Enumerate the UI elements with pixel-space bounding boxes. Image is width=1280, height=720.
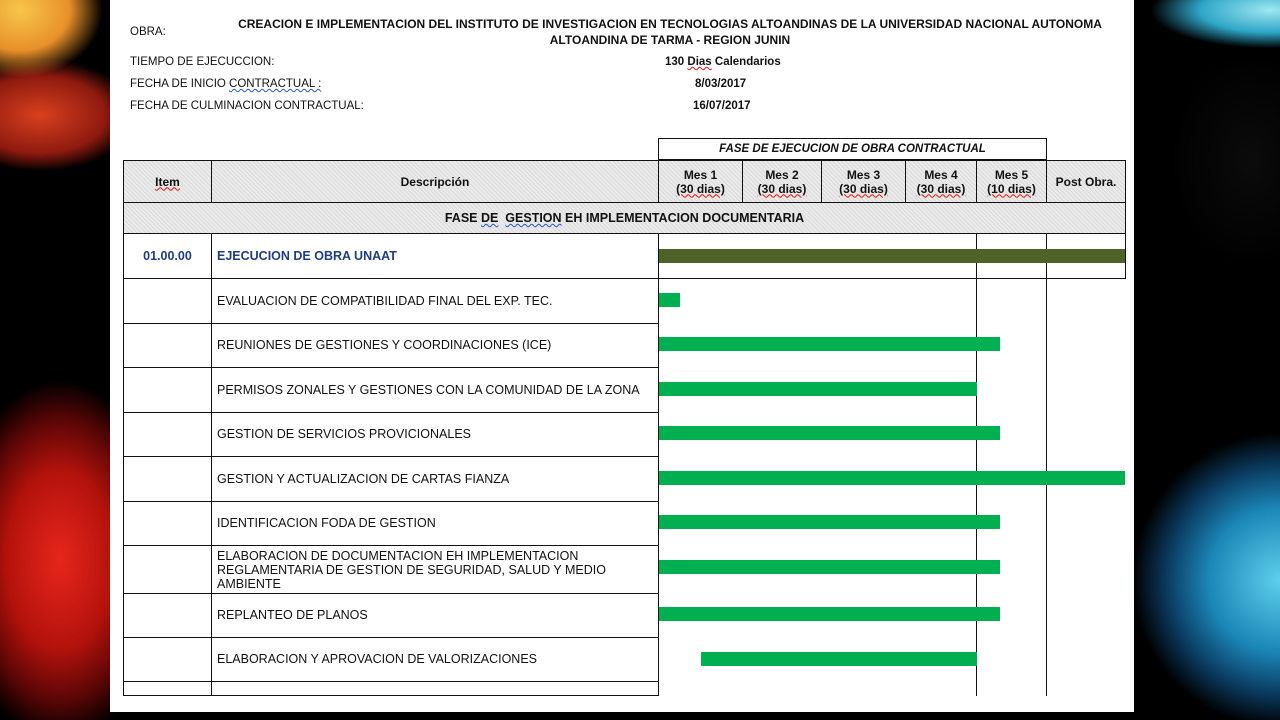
tiempo-label: TIEMPO DE EJECUCCION: (130, 56, 275, 68)
task-description: PERMISOS ZONALES Y GESTIONES CON LA COMUNIDAD DE LA ZONA (217, 382, 640, 397)
project-title: CREACION E IMPLEMENTACION DEL INSTITUTO DE INVESTIGACION EN TECNOLOGIAS ALTOANDINAS DE LA UNIVERSIDAD NACIONAL AUTONOMA ALTOANDINA DE TARMA - REGION JUNIN (238, 17, 1102, 47)
tiempo-value: 130 Dias Calendarios (665, 56, 781, 68)
inicio-label: FECHA DE INICIO CONTRACTUAL : (130, 78, 322, 90)
grid-line (1046, 233, 1047, 696)
header-month-3: Mes 3 (30 dias) (821, 160, 906, 203)
schedule-sheet (110, 0, 1134, 712)
header-item: Item (123, 160, 212, 203)
section-title: FASE DE GESTION EH IMPLEMENTACION DOCUMENTARIA (123, 202, 1126, 234)
culminacion-label: FECHA DE CULMINACION CONTRACTUAL: (130, 100, 364, 112)
grid-line (123, 695, 659, 696)
gantt-bar (659, 515, 1000, 529)
task-description: ELABORACION Y APROVACION DE VALORIZACIONES (217, 652, 537, 666)
header-month-4: Mes 4 (30 dias) (905, 160, 977, 203)
header-month-2: Mes 2 (30 dias) (742, 160, 822, 203)
task-description: IDENTIFICACION FODA DE GESTION (217, 516, 436, 530)
slide-background-right (1130, 0, 1280, 720)
gantt-bar (659, 607, 1000, 621)
task-description: REUNIONES DE GESTIONES Y COORDINACIONES (ICE) (217, 338, 552, 352)
task-description: ELABORACION DE DOCUMENTACION EH IMPLEMENTACION REGLAMENTARIA DE GESTION DE SEGURIDAD, SALUD Y MEDIO AMBIENTE (217, 548, 606, 591)
gantt-bar (659, 471, 1125, 485)
grid-line (123, 681, 659, 682)
task-description: EVALUACION DE COMPATIBILIDAD FINAL DEL EXP. TEC. (217, 293, 553, 308)
item-code: 01.00.00 (143, 249, 192, 263)
phase-header: FASE DE EJECUCION DE OBRA CONTRACTUAL (658, 138, 1047, 160)
gantt-bar (659, 560, 1000, 574)
gantt-bar (701, 652, 977, 666)
gantt-table (110, 0, 1134, 712)
header-post-obra: Post Obra. (1046, 160, 1126, 203)
gantt-bar (659, 382, 977, 396)
gantt-bar (659, 337, 1000, 351)
inicio-value: 8/03/2017 (695, 78, 747, 90)
slide-background-left (0, 0, 120, 720)
gantt-bar-summary (659, 249, 1125, 263)
grid-line (1125, 233, 1126, 278)
header-month-5: Mes 5 (10 dias) (976, 160, 1047, 203)
header-description: Descripción (211, 160, 659, 203)
gantt-bar (659, 293, 680, 307)
task-description: EJECUCION DE OBRA UNAAT (217, 248, 397, 263)
gantt-bar (659, 426, 1000, 440)
grid-line (976, 233, 977, 696)
task-description: REPLANTEO DE PLANOS (217, 608, 368, 622)
grid-line (123, 233, 124, 696)
header-month-1: Mes 1 (30 dias) (658, 160, 743, 203)
obra-label: OBRA: (130, 26, 166, 38)
task-description: GESTION Y ACTUALIZACION DE CARTAS FIANZA (217, 471, 510, 486)
task-description: GESTION DE SERVICIOS PROVICIONALES (217, 427, 471, 441)
grid-line (211, 233, 212, 696)
culminacion-value: 16/07/2017 (693, 100, 751, 112)
